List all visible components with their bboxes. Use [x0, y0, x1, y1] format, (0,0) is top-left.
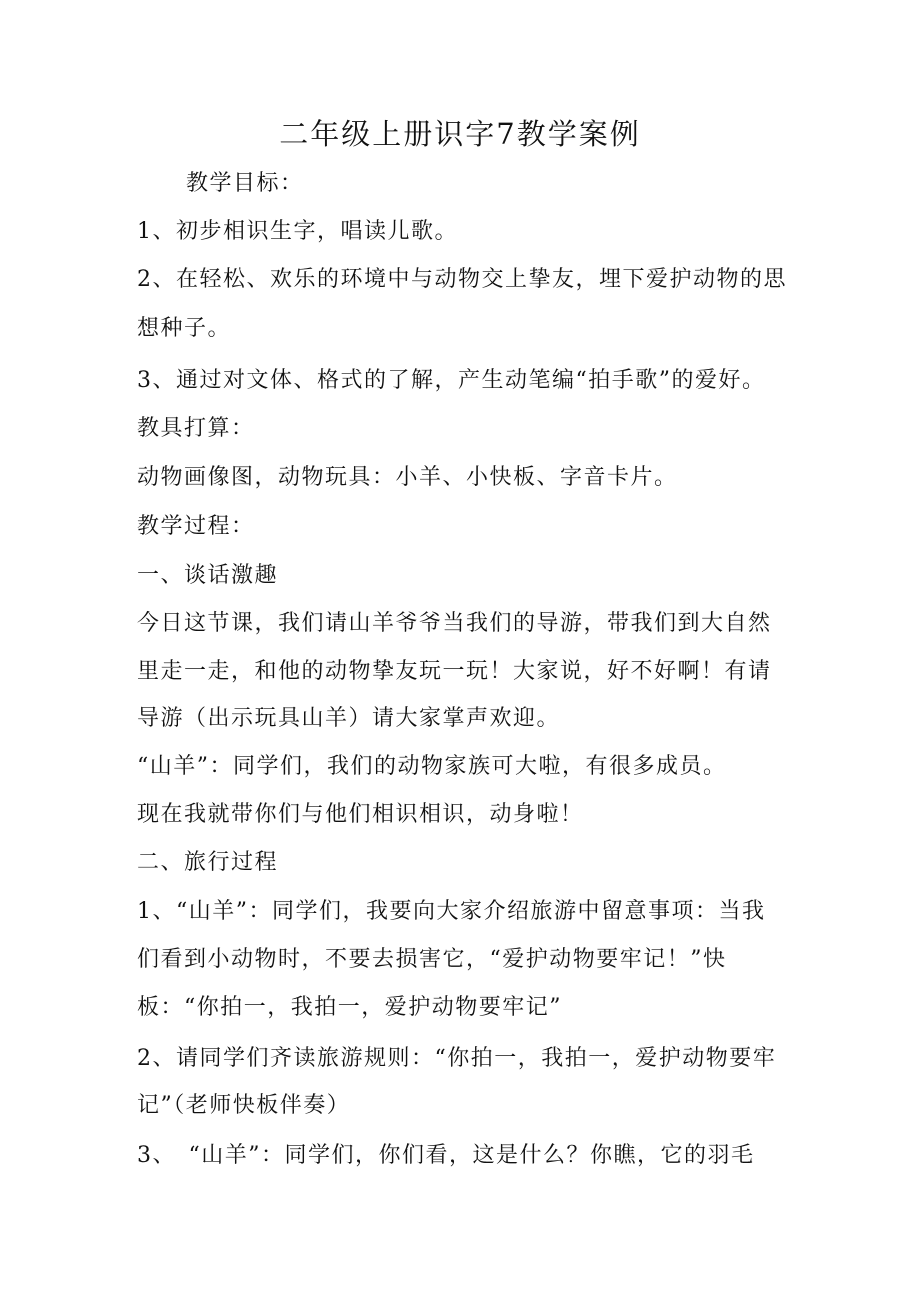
document-title: 二年级上册识字7教学案例 — [279, 117, 641, 151]
paragraph-1-line-2: 里走一走，和他的动物挚友玩一玩！大家说，好不好啊！有请 — [137, 659, 772, 684]
tools-list: 动物画像图，动物玩具：小羊、小快板、字音卡片。 — [137, 465, 678, 490]
step-1-line-3: 板：“你拍一，我拍一，爱护动物要牢记” — [137, 995, 562, 1020]
step-2-line-2: 记”（老师快板伴奏） — [137, 1093, 351, 1118]
part-1-heading: 一、谈话激趣 — [137, 563, 279, 588]
goal-3: 3、通过对文体、格式的了解，产生动笔编“拍手歌”的爱好。 — [137, 368, 766, 393]
paragraph-1-line-1: 今日这节课，我们请山羊爷爷当我们的导游，带我们到大自然 — [137, 611, 772, 636]
step-1-line-1: 1、“山羊”：同学们，我要向大家介绍旅游中留意事项：当我 — [137, 899, 766, 924]
part-2-heading: 二、旅行过程 — [137, 850, 279, 875]
goals-heading: 教学目标： — [186, 171, 304, 196]
paragraph-3: 现在我就带你们与他们相识相识，动身啦！ — [137, 802, 584, 827]
paragraph-1-line-3: 导游（出示玩具山羊）请大家掌声欢迎。 — [137, 706, 561, 731]
step-3-line-1: 3、 “山羊”：同学们，你们看，这是什么？你瞧，它的羽毛 — [137, 1143, 755, 1168]
paragraph-2: “山羊”：同学们，我们的动物家族可大啦，有很多成员。 — [137, 754, 727, 779]
step-1-line-2: 们看到小动物时，不要去损害它，“爱护动物要牢记！”快 — [137, 947, 727, 972]
goal-1: 1、初步相识生字，唱读儿歌。 — [137, 219, 458, 244]
process-heading: 教学过程： — [137, 514, 255, 539]
goal-2-line-1: 2、在轻松、欢乐的环境中与动物交上挚友，埋下爱护动物的思 — [137, 267, 787, 292]
goal-2-line-2: 想种子。 — [137, 316, 232, 341]
step-2-line-1: 2、请同学们齐读旅游规则：“你拍一，我拍一，爱护动物要牢 — [137, 1046, 777, 1071]
tools-heading: 教具打算： — [137, 416, 255, 441]
